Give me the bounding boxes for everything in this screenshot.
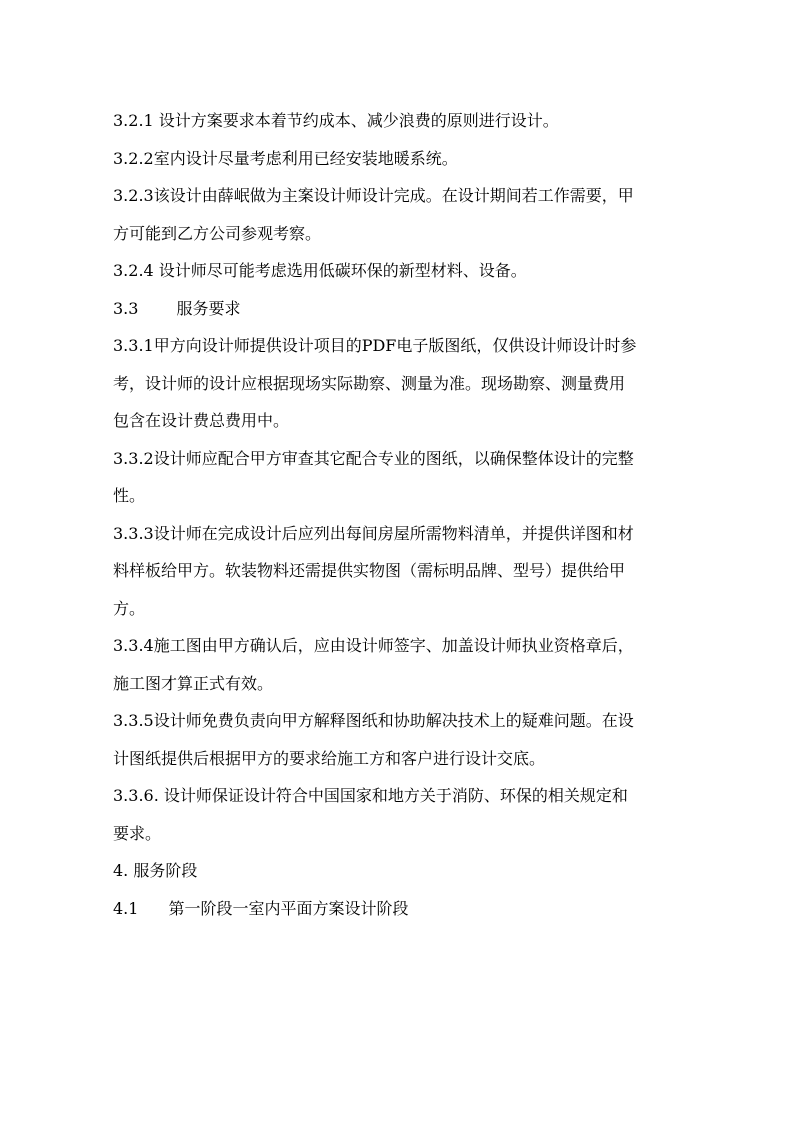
section-number: 3.3 <box>113 298 139 318</box>
paragraph-line-3-3-1: 3.3.1甲方向设计师提供设计项目的PDF电子版图纸，仅供设计师设计时参 <box>113 336 637 355</box>
section-title: 第一阶段一室内平面方案设计阶段 <box>168 898 409 918</box>
paragraph-line-3-3-3-cont: 料样板给甲方。软装物料还需提供实物图（需标明品牌、型号）提供给甲 <box>113 561 626 580</box>
paragraph-line-3-3-2-cont: 性。 <box>113 486 146 505</box>
document-body <box>113 102 723 927</box>
paragraph-line-3-3-6: 3.3.6. 设计师保证设计符合中国国家和地方关于消防、环保的相关规定和 <box>113 786 628 805</box>
paragraph-line-3-2-1: 3.2.1 设计方案要求本着节约成本、减少浪费的原则进行设计。 <box>113 111 559 130</box>
section-number: 4.1 <box>113 898 139 918</box>
paragraph-line-3-3-3-cont2: 方。 <box>113 598 146 618</box>
section-heading-4-1 <box>113 890 723 928</box>
paragraph-line-3-2-3-cont: 方可能到乙方公司参观考察。 <box>113 223 322 243</box>
paragraph-line-3-3-3: 3.3.3设计师在完成设计后应列出每间房屋所需物料清单，并提供详图和材 <box>113 523 634 543</box>
paragraph-line-3-3-5-cont: 计图纸提供后根据甲方的要求给施工方和客户进行设计交底。 <box>113 748 546 768</box>
paragraph-line-3-3-1-cont2: 包含在设计费总费用中。 <box>113 411 290 430</box>
paragraph-line-3-3-5: 3.3.5设计师免费负责向甲方解释图纸和协助解决技术上的疑难问题。在设 <box>113 711 634 730</box>
paragraph-line-3-3-1-cont: 考，设计师的设计应根据现场实际勘察、测量为准。现场勘察、测量费用 <box>113 373 626 393</box>
paragraph-line-3-3-2: 3.3.2设计师应配合甲方审查其它配合专业的图纸，以确保整体设计的完整 <box>113 448 634 468</box>
paragraph-line-3-2-3: 3.2.3该设计由薛岷做为主案设计师设计完成。在设计期间若工作需要，甲 <box>113 186 634 205</box>
paragraph-line-3-2-4: 3.2.4 设计师尽可能考虑选用低碳环保的新型材料、设备。 <box>113 261 527 280</box>
paragraph-line-3-2-2: 3.2.2室内设计尽量考虑利用已经安装地暖系统。 <box>113 148 458 168</box>
section-heading-3-3 <box>113 290 723 328</box>
section-heading-4: 4. 服务阶段 <box>113 861 198 880</box>
paragraph-line-3-3-4-cont: 施工图才算正式有效。 <box>113 673 274 693</box>
paragraph-line-3-3-6-cont: 要求。 <box>113 823 162 843</box>
paragraph-line-3-3-4: 3.3.4施工图由甲方确认后，应由设计师签字、加盖设计师执业资格章后， <box>113 636 634 655</box>
section-title: 服务要求 <box>176 298 241 318</box>
